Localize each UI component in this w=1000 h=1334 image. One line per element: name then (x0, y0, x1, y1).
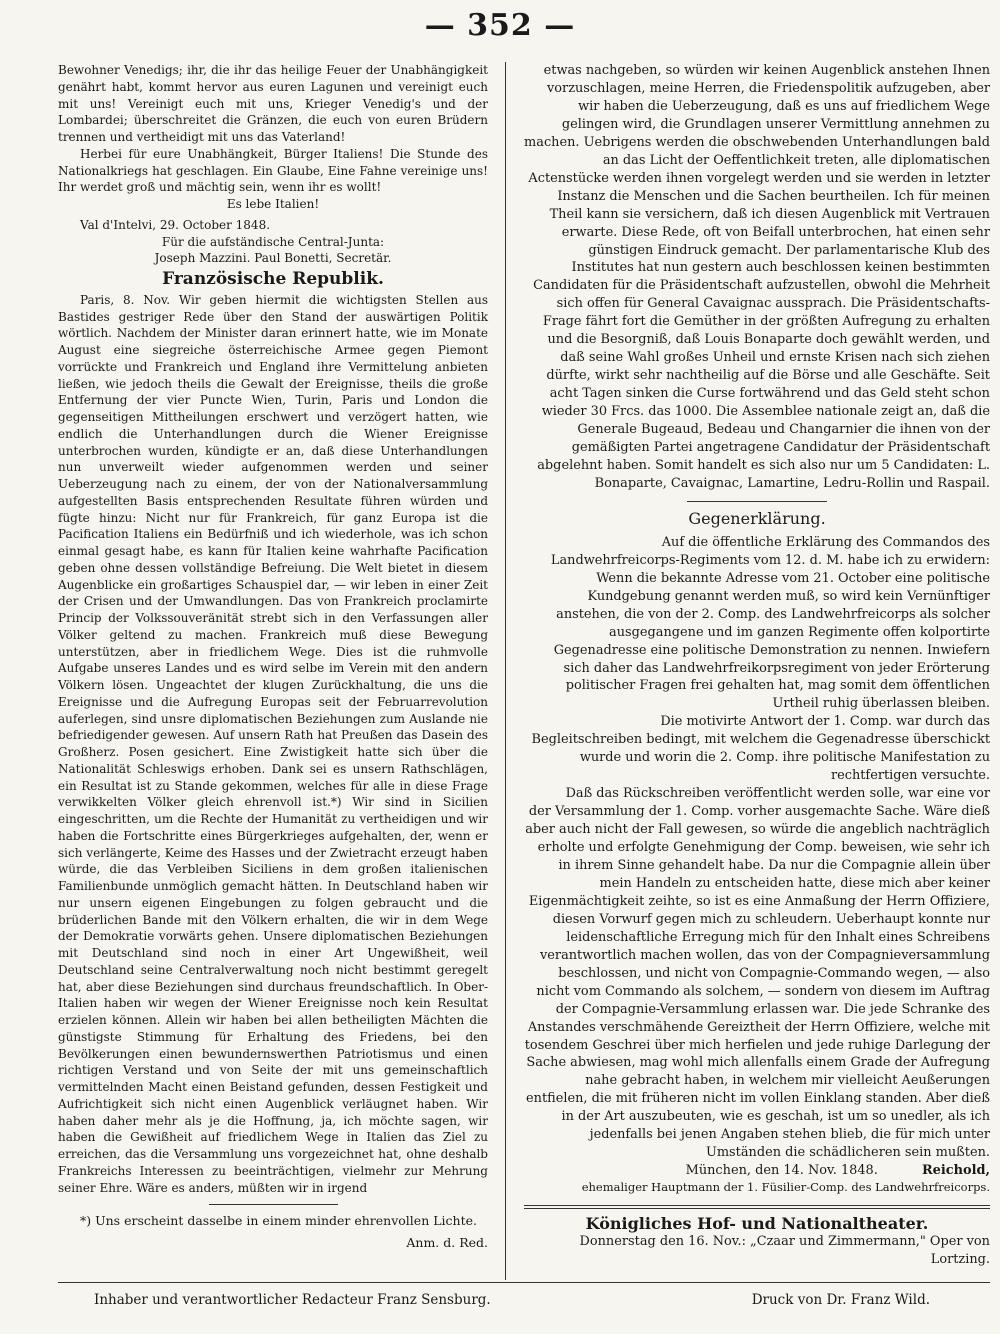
paris-article: Paris, 8. Nov. Wir geben hiermit die wichtigsten Stellen aus Bastides gestriger Rede über den Stand der auswärtigen Politik wörtlich. Nachdem der Minister daran erinnert hatte, wie im Monate August eine siegreiche österreichische Armee gegen Piemont vorrückte und Frankreich und England ihre Vermittelung anbieten ließen, wie jedoch theils die Gewalt der Ereignisse, theils die große Entfernung der vier Puncte Wien, Turin, Paris und London die gegenseitigen Mittheilungen erschwert und verzögert hatten, wie endlich die Unterhandlungen durch die Wiener Ereignisse unterbrochen wurden, kündigte er an, daß diese Unterhandlungen nun unverweilt wieder aufgenommen werden und seiner Ueberzeugung nach zu einem, der von der Nationalversammlung aufgestellten Basis entsprechenden Resultate führen würden und fügte hinzu: Nicht nur für Frankreich, für ganz Europa ist die Pacification Italiens ein Bedürfniß und ich wiederhole, was ich schon einmal gesagt habe, es kann für Italien keine wahrhafte Pacification geben ohne dessen vollständige Befreiung. Die Welt bietet in diesem Augenblicke ein großartiges Schauspiel dar, — wir leben in einer Zeit der Crisen und der Umwandlungen. Das von Frankreich proclamirte Princip der Volkssouveränität strebt sich in den Verfassungen aller Völker geltend zu machen. Frankreich muß diese Bewegung unterstützen, aber in friedlichem Wege. Dies ist die ruhmvolle Aufgabe unseres Landes und es wird selbe im Verein mit den andern Völkern lösen. Ungeachtet der klugen Zurückhaltung, die uns die Ereignisse und die Aufregung Europas seit der Februarrevolution auferlegen, sind unsre diplomatischen Beziehungen zum Auslande nie befriedigender gewesen. Auf unsern Rath hat Preußen das Dasein des Großherz. Posen gesichert. Eine Zwistigkeit hatte sich über die Nationalität Schleswigs erhoben. Dank sei es unsern Rathschlägen, ein Resultat ist zu Stande gekommen, welches für alle in diese Frage verwikkelten Völker gleich ehrenvoll ist.*) Wir sind in Sicilien eingeschritten, um die Rechte der Humanität zu vertheidigen und wir haben die Fortschritte eines Bürgerkrieges aufgehalten, der, wenn er sich verlängerte, Keime des Hasses und der Zwietracht erzeugt haben würde, die das Verbleiben Siciliens in dem großen italienischen Familienbunde unmöglich gemacht hätten. In Deutschland haben wir nur unsern eigenen Eingebungen zu folgen gebraucht und die brüderlichen Bande mit den Völkern erhalten, die wir in dem Wege der Demokratie vorwärts gehen. Unsere diplomatischen Beziehungen mit Deutschland sind noch in einer Art Ungewißheit, weil Deutschland seine Centralverwaltung noch nicht bestimmt geregelt hat, aber diese Beziehungen sind durchaus freundschaftlich. In Ober-Italien haben wir wegen der Wiener Ereignisse noch kein Resultat erzielen können. Allein wir haben bei allen betheiligten Mächten die günstigste Stimmung für Erhaltung des Friedens, bei den Bevölkerungen einen bewundernswerthen Patriotismus und einen richtigen Verstand und von Seite der mit uns gemeinschaftlich vermittelnden Macht einen Beistand gefunden, dessen Festigkeit und Aufrichtigkeit sich nicht einen Augenblick verläugnet haben. Wir haben daher mehr als je die Hoffnung, ja, ich möchte sagen, wir haben die Gewißheit auf friedlichem Wege in Italien das Ziel zu erreichen, das die Versammlung uns vorgezeichnet hat, ohne deshalb Frankreichs Interessen zu beeinträchtigen, vielmehr zur Mehrung seiner Ehre. Wäre es anders, müßten wir in irgend (58, 292, 488, 1195)
counter-declaration-intro: Auf die öffentliche Erklärung des Commandos des Landwehrfreicorps-Regiments vom 12. d. M. habe ich zu erwidern: (550, 534, 990, 568)
column-divider (505, 62, 506, 1280)
page-number: — 352 — (424, 8, 576, 43)
footnote: *) Uns erscheint dasselbe in einem minder ehrenvollen Lichte. (80, 1213, 477, 1229)
counter-declaration-p1: Wenn die bekannte Adresse vom 21. October eine politische Kundgebung genannt werden muß, so wird kein Vernünftiger anstehen, die von der 2. Comp. des Landwehrfreicorps als solcher ausgegangene und im ganzen Regimente offen kolportirte Gegenadresse eine politische Demonstration zu nennen. Inwiefern sich daher das Landwehrfreikorpsregiment von jeder Erörterung politischer Fragen frei gehalten hat, mag somit dem öffentlichen Urtheil ruhig überlassen bleiben. (553, 570, 990, 712)
footnote-rule (209, 1204, 338, 1205)
right-column (524, 62, 990, 1269)
theater-notice: Donnerstag den 16. Nov.: „Czaar und Zimmermann," Oper von Lortzing. (579, 1234, 990, 1268)
paris-article-continued: etwas nachgeben, so würden wir keinen Augenblick anstehen Ihnen vorzuschlagen, meine Herren, die Friedenspolitik aufzugeben, aber wir haben die Ueberzeugung, daß es uns auf friedlichem Wege gelingen wird, die Grundlagen unserer Vermittlung annehmen zu machen. Uebrigens werden die obschwebenden Unterhandlungen bald an das Licht der Oeffentlichkeit treten, alle diplomatischen Actenstücke werden ihnen vorgelegt werden und sie werden in letzter Instanz die Menschen und die Sachen beurtheilen. Ich für meinen Theil kann sie versichern, daß ich diesen Augenblick mit Vertrauen erwarte. Diese Rede, oft von Beifall unterbrochen, hat einen sehr günstigen Eindruck gemacht. Der parlamentarische Klub des Institutes hat nun gestern auch beschlossen keinen bestimmten Candidaten für die Präsidentschaft aufzustellen, obwohl die Mehrheit sich offen für General Cavaignac aussprach. Die Präsidentschafts-Frage fährt fort die Gemüther in der größten Aufregung zu erhalten und die Besorgniß, daß Louis Bonaparte doch gewählt werden, und daß seine Wahl großes Unheil und ernste Krisen nach sich ziehen dürfte, wirkt sehr nachtheilig auf die Börse und alle Geschäfte. Seit acht Tagen sinken die Curse fortwährend und das Geld steht schon wieder 30 Frcs. das 1000. Die Assemblee nationale zeigt an, daß die Generale Bugeaud, Bedeau und Changarnier die ihnen von der gemäßigten Partei angetragene Candidatur der Präsidentschaft abgelehnt haben. Somit handelt es sich also nur um 5 Candidaten: L. Bonaparte, Cavaignac, Lamartine, Ledru-Rollin und Raspail. (524, 63, 990, 491)
theater-rule (524, 1205, 990, 1209)
theater-heading: Königliches Hof- und Nationaltheater. (585, 1214, 929, 1234)
footer-rule (58, 1282, 990, 1283)
counter-declaration-p2: Die motivirte Antwort der 1. Comp. war durch das Begleitschreiben bedingt, mit welchem die Gegenadresse überschickt wurde und worin die 2. Comp. ihre politische Manifestation zu rechtfertigen versuchte. (531, 714, 990, 784)
dateline: Val d'Intelvi, 29. October 1848. (80, 217, 271, 232)
left-column (58, 62, 488, 1251)
signature-name: Reichold, (921, 1163, 990, 1179)
italy-appeal-paragraph: Herbei für eure Unabhängkeit, Bürger Italiens! Die Stunde des Nationalkriegs hat geschlagen. Ein Glaube, Eine Fahne vereinige uns! Ihr werdet groß und mächtig sein, wenn ihr es wollt! (58, 146, 488, 195)
footnote-signature: Anm. d. Red. (406, 1235, 488, 1251)
section-heading-france: Französische Republik. (162, 269, 384, 289)
signers-line: Joseph Mazzini. Paul Bonetti, Secretär. (154, 251, 392, 266)
footer-editor: Inhaber und verantwortlicher Redacteur Franz Sensburg. (94, 1292, 491, 1308)
footer-printer: Druck von Dr. Franz Wild. (751, 1292, 930, 1308)
signature-block (524, 1162, 990, 1180)
cheer-line: Es lebe Italien! (226, 197, 320, 211)
counter-declaration-heading: Gegenerklärung. (688, 508, 826, 528)
counter-declaration-p3: Daß das Rückschreiben veröffentlicht werden solle, war eine vor der Versammlung der 1. Comp. vorher ausgemachte Sache. Wäre dieß aber auch nicht der Fall gewesen, so würde die angeblich nachträglich erholte und erfolgte Genehmigung der Comp. beweisen, wie sehr ich in ihrem Sinne gehandelt habe. Da nur die Compagnie allein über mein Handeln zu entscheiden hatte, diese mich aber keiner Eigenmächtigkeit zeihte, so ist es eine Anmaßung der Herrn Offiziere, diesen Vorwurf gegen mich zu schleudern. Ueberhaupt konnte nur leidenschaftliche Erregung mich für den Inhalt eines Schreibens verantwortlich machen wollen, das von der Compagnieversammlung beschlossen, und nicht von Compagnie-Commando wegen, — also nicht vom Commando als solchem, — sondern von diesem im Auftrag der Compagnie-Versammlung erlassen war. Die jede Schranke des Anstandes verschmähende Gereiztheit der Herrn Offiziere, welche mit tosendem Geschrei über mich herfielen und jede ruhige Darlegung der Sache abwiesen, mag wohl mich allenfalls einem Grade der Aufregung nahe gebracht haben, in welchem mir vielleicht Aeußerungen entfielen, die mit früheren nicht im vollen Einklang standen. Aber dieß in der Art auszubeuten, wie es geschah, ist um so unedler, als ich jedenfalls bei jenen Angaben stehen blieb, die für mich unter Umständen die schädlicheren sein mußten. (524, 786, 990, 1161)
signature-date: München, den 14. Nov. 1848. (685, 1163, 878, 1179)
signature-role: ehemaliger Hauptmann der 1. Füsilier-Comp. des Landwehrfreicorps. (581, 1180, 990, 1195)
section-rule (687, 501, 827, 502)
venice-appeal-paragraph: Bewohner Venedigs; ihr, die ihr das heilige Feuer der Unabhängigkeit genährt habt, kommt hervor aus euren Lagunen und vereinigt euch mit uns! Vereinigt euch mit uns, Krieger Venedig's und der Lombardei; überschreitet die Gränzen, die euch von euren Brüdern trennen und vertheidigt mit uns das Vaterland! (58, 63, 488, 144)
junta-line: Für die aufständische Central-Junta: (161, 234, 385, 249)
